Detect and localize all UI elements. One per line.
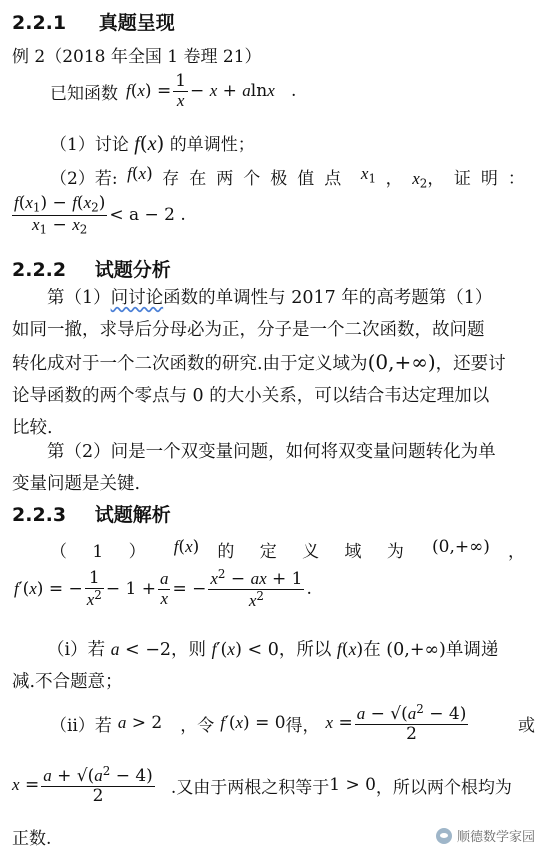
case-i [12,633,532,698]
x-symbol: x [147,133,157,155]
solution-line-1 [50,537,525,562]
section-title: 真题呈现 [98,12,175,34]
root-fraction: $\frac{a - √(a^2 - 4)}{2}$ [356,702,467,744]
domain: (0,+∞) [367,350,436,374]
comma: ， [385,169,403,189]
line [12,346,532,380]
inequality-tail: < a − 2 . [109,205,186,226]
x-symbol: x [137,81,145,101]
text: 转化成对于一个二次函数的研究.由于定义域为 [12,354,368,374]
fx-symbol: f [134,133,140,155]
x1-symbol: $x_1$ [360,164,377,186]
case-ii-line-3: 正数. [12,829,52,849]
derivative-formula [14,568,312,610]
analysis-paragraph-1 [12,282,532,444]
paren: ( [139,131,148,155]
fraction-1-over-x: $\frac{1}{x}$ [175,71,187,110]
fx-symbol: f [126,81,131,101]
wavy-underlined-text: 问讨论 [110,288,164,308]
line: 减.不合题意； [12,672,123,692]
cond: 1 > 0 [329,775,376,796]
text: 得， [285,715,320,736]
question-2 [50,164,535,191]
op: = − [172,579,207,600]
text: 函数的单调性与 2017 年的高考题第（1） [163,288,493,308]
given-function [50,72,296,110]
analysis-paragraph-2 [12,436,532,500]
line [12,282,532,314]
wechat-icon [436,828,452,844]
line: 论导函数的两个零点与 0 的大小关系，可以结合韦达定理加以 [12,386,490,406]
text: .又由于两根之积等于 [170,777,330,798]
section-number: 2.2.1 [12,12,67,34]
paren: ) [156,131,165,155]
text: 单调递 [445,640,499,660]
cond: f′(x) < 0 [211,639,279,660]
text: ，所以两个根均为 [375,777,512,798]
q2-mid: 存在两个极值点 [162,169,352,189]
function-tail: − x + alnx . [190,81,297,102]
section-number: 2.2.2 [12,259,67,281]
text: ，令 [180,715,215,736]
text: ，还要讨 [435,354,506,374]
q2-fx: f(x) [127,164,153,184]
line [12,633,532,666]
part-label: （ 1 ） [50,542,156,562]
line: 如同一撤，求导后分母必为正，分子是一个二次函数，故问题 [12,320,485,340]
case-ii [50,703,535,743]
given-prefix: 已知函数 [50,83,118,104]
cond: a > 2 [117,713,163,734]
root-fraction: $\frac{a + √(a^2 - 4)}{2}$ [43,764,153,806]
period: . [306,579,312,600]
section-heading-2-2-3 [12,500,171,527]
text: 的 定 义 域 为 [217,542,414,562]
fraction: $\frac{1}{x^2}$ [86,567,102,609]
q1-suffix: 的单调性； [169,135,255,155]
section-heading-2-2-2 [12,255,171,282]
text: 或 [518,715,535,736]
cond: a < −2 [110,639,172,660]
watermark-text: 顺德数学家园 [456,830,535,845]
text: 第（1） [47,288,111,308]
difference-quotient: $\frac{f(x_1) - f(x_2)}{x_1 - x_2}$ [14,193,106,237]
section-number: 2.2.3 [12,504,67,526]
root-2: x = [12,775,40,796]
fraction: $\frac{a}{x}$ [159,568,169,608]
text: ，所以 [278,640,332,660]
text: ，则 [171,640,207,660]
fprime: f′(x) = − [14,579,83,600]
inequality [10,194,186,236]
line: 比较. [12,418,53,438]
section-title: 试题分析 [94,259,171,281]
text: （ⅱ）若 [50,715,112,736]
fraction: $\frac{x^2 - ax + 1}{x^2}$ [210,567,303,610]
domain: (0,+∞) [386,640,446,660]
paren: ( [130,81,138,102]
question-1 [50,130,255,156]
watermark [436,826,535,845]
op: − 1 + [105,579,156,600]
q2-suffix: 证明： [453,169,535,189]
example-source: 例 2（2018 年全国 1 卷理 21） [12,47,262,67]
q2-prefix: （2）若: [50,169,118,189]
domain: (0,+∞) [432,537,490,557]
root-1: x = [325,713,353,734]
q1-label: （1）讨论 [50,135,129,155]
section-title: 试题解析 [94,504,171,526]
cond: f′(x) = 0 [220,713,286,734]
fx: f(x) [173,537,200,557]
comma: ， [507,542,525,562]
text: （ⅰ）若 [47,640,106,660]
line: 第（2）问是一个双变量问题，如何将双变量问题转化为单 [47,442,496,462]
fx: f(x) [336,639,364,660]
section-heading-2-2-1 [12,8,175,35]
paren: ) = [144,81,172,102]
x2-symbol: $x_2$， [412,169,445,191]
text: 在 [363,640,381,660]
case-ii-line-2 [12,765,512,805]
line: 变量问题是关键. [12,474,141,494]
